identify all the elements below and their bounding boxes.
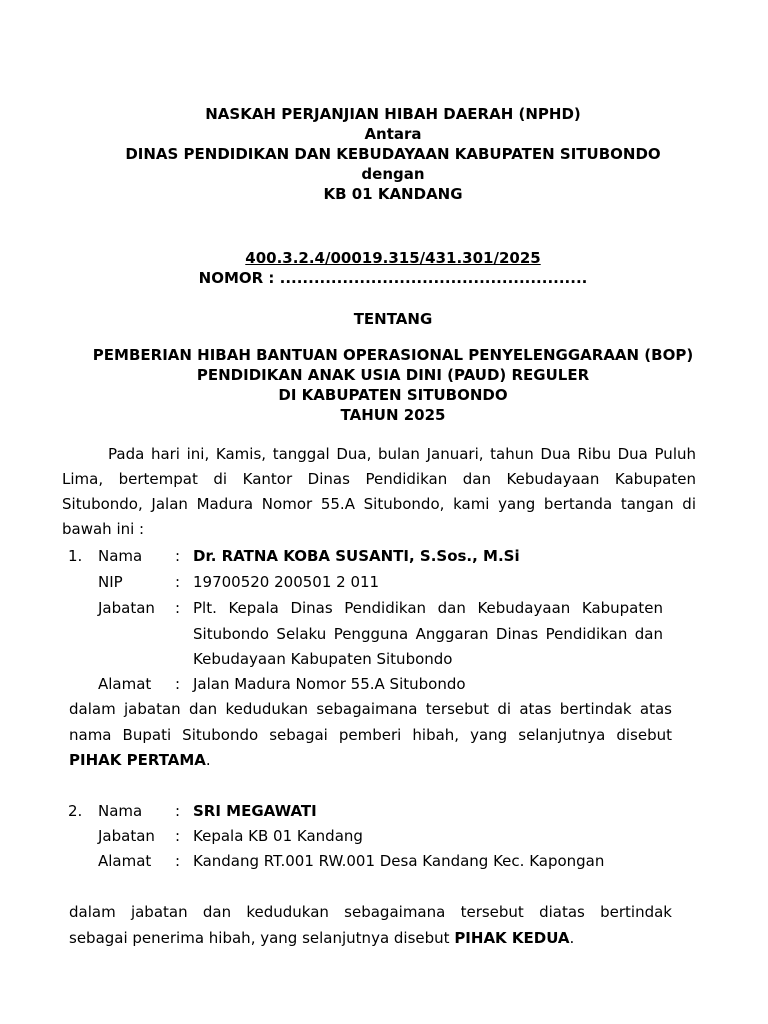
party2-name-row [0,799,768,824]
party1-name-colon: : [175,547,181,565]
party2-alamat-label: Alamat [98,852,152,870]
document-number-code: 400.3.2.4/00019.315/431.301/2025 [245,249,541,267]
party2-name-value: SRI MEGAWATI [193,802,317,820]
intro-paragraph [62,442,696,542]
party1-jabatan-line-3: Kebudayaan Kabupaten Situbondo [193,650,453,668]
party1-jabatan-value [193,596,663,673]
party1-name-label: Nama [98,547,143,565]
subject-line-1: PEMBERIAN HIBAH BANTUAN OPERASIONAL PENYELENGGARAAN (BOP) [92,346,694,364]
intro-line-1: Pada hari ini, Kamis, tanggal Dua, bulan Januari, tahun Dua Ribu Dua Puluh [108,445,696,463]
party2-number: 2. [68,802,83,820]
document-title-block [0,104,768,204]
pihak-pertama-label: PIHAK PERTAMA [69,751,206,769]
party2-alamat-colon: : [175,852,181,870]
party1-jabatan-line-1: Plt. Kepala Dinas Pendidikan dan Kebudayaan Kabupaten [193,599,663,617]
party1-alamat-colon: : [175,675,181,693]
tentang-heading: TENTANG [353,310,433,328]
party1-alamat-label: Alamat [98,675,152,693]
party2-alamat-row [0,849,768,874]
party2-jabatan-value: Kepala KB 01 Kandang [193,827,363,845]
party2-jabatan-colon: : [175,827,181,845]
document-number-label: NOMOR : ...................................................... [198,269,588,287]
party1-alamat-value: Jalan Madura Nomor 55.A Situbondo [193,675,466,693]
title-line-dinas: DINAS PENDIDIKAN DAN KEBUDAYAAN KABUPATEN SITUBONDO [125,145,661,163]
party1-name-value: Dr. RATNA KOBA SUSANTI, S.Sos., M.Si [193,547,520,565]
party1-nip-value: 19700520 200501 2 011 [193,573,380,591]
party2-alamat-value: Kandang RT.001 RW.001 Desa Kandang Kec. Kapongan [193,852,605,870]
party2-jabatan-row [0,824,768,849]
party1-nip-label: NIP [98,573,123,591]
party2-name-label: Nama [98,802,143,820]
intro-line-4: bawah ini : [62,520,145,538]
subject-line-2: PENDIDIKAN ANAK USIA DINI (PAUD) REGULER [196,366,590,384]
party1-jabatan-line-2: Situbondo Selaku Pengguna Anggaran Dinas Pendidikan dan [193,624,663,643]
party1-nip-colon: : [175,573,181,591]
title-line-nphd: NASKAH PERJANJIAN HIBAH DAERAH (NPHD) [205,105,581,123]
party1-jabatan-colon: : [175,599,181,617]
subject-line-3: DI KABUPATEN SITUBONDO [278,386,508,404]
party2-desc-line-2: sebagai penerima hibah, yang selanjutnya disebut PIHAK KEDUA. [69,928,575,947]
party1-description [69,697,672,774]
party1-desc-line-3: PIHAK PERTAMA. [69,751,211,769]
party2-desc-line-1: dalam jabatan dan kedudukan sebagaimana tersebut diatas bertindak [69,903,672,921]
title-line-kb: KB 01 KANDANG [323,185,463,203]
party1-name-row [0,544,768,569]
intro-line-3: Situbondo, Jalan Madura Nomor 55.A Situbondo, kami yang bertanda tangan di [62,495,696,513]
party1-desc-line-1: dalam jabatan dan kedudukan sebagaimana tersebut di atas bertindak atas [69,700,672,718]
party1-alamat-row [0,672,768,697]
party2-description [69,900,672,951]
party1-number: 1. [68,547,83,565]
party1-desc-line-2: nama Bupati Situbondo sebagai pemberi hibah, yang selanjutnya disebut [69,725,672,744]
party2-name-colon: : [175,802,181,820]
subject-block [0,345,768,425]
party1-jabatan-label: Jabatan [98,599,155,617]
subject-line-4: TAHUN 2025 [340,406,446,424]
title-line-dengan: dengan [361,165,425,183]
party1-nip-row [0,570,768,595]
pihak-kedua-label: PIHAK KEDUA [454,928,570,947]
title-line-antara: Antara [364,125,422,143]
intro-line-2: Lima, bertempat di Kantor Dinas Pendidikan dan Kebudayaan Kabupaten [62,470,696,488]
party2-jabatan-label: Jabatan [98,827,155,845]
